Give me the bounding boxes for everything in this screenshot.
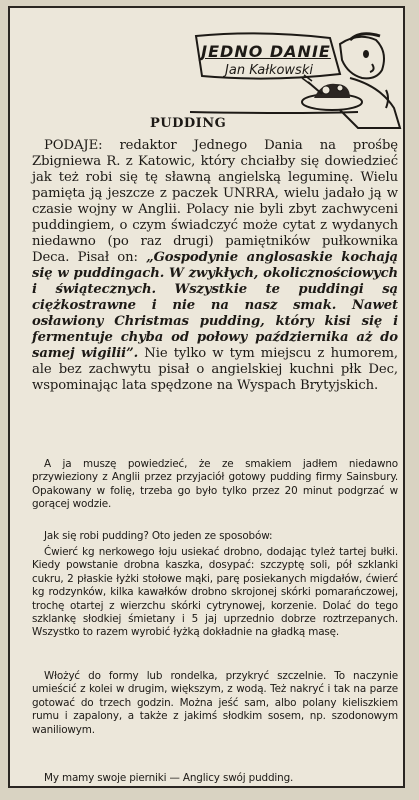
closing-paragraph: My mamy swoje pierniki — Anglicy swój pudding. xyxy=(44,772,294,784)
lead-paragraph xyxy=(32,138,398,394)
lead-quote: „Gospodynie anglosaskie kochają się w puddingach. W zwykłych, okolicznościowych i świątecznych. Wszystkie te puddingi są ciężkostrawne i nie na nasz smak. Nawet osławiony Christmas pudding, który kisi się i fermentuje chyba od połowy października aż do samej wigilii”. xyxy=(32,250,398,361)
recipe-paragraph: Ćwierć kg nerkowego łoju usiekać drobno, dodając tyleż tartej bułki. Kiedy powstanie drobna kaszka, dosypać: szczyptę soli, pół szklanki cukru, 2 płaskie łyżki stołowe mąki, parę posiekanych migdałów, ćwierć kg rodzynków, kilka kawałków drobno skrojonej skórki pomarańczowej, trochę otartej z wierzchu skórki cytrynowej, korzenie. Dolać do tego szklankę słodkiej śmietany i 5 jaj uprzednio dobrze roztrzepanych. Wszystko to razem wyrobić łyżką dokładnie na gładką masę. xyxy=(32,546,398,639)
article-title: PUDDING xyxy=(150,116,227,131)
column-author: Jan Kałkowski xyxy=(225,63,313,78)
paragraph-2: A ja muszę powiedzieć, że ze smakiem jadłem niedawno przywieziony z Anglii przez przyjaciół gotowy pudding firmy Sainsbury. Opakowany w folię, trzeba go było tylko przez 20 minut podgrzać w gorącej wodzie. xyxy=(32,458,398,511)
paragraph-3: Jak się robi pudding? Oto jeden ze sposobów: xyxy=(44,530,273,542)
lead-text-2: Nie tylko w tym miejscu z humorem, ale bez zachwytu pisał o angielskiej kuchni płk Dec, wspominając lata spędzone na Wyspach Brytyjskich. xyxy=(32,346,398,393)
newspaper-clipping xyxy=(8,6,405,788)
column-name: JEDNO DANIE xyxy=(201,42,331,61)
lead-text-1: PODAJE: redaktor Jednego Dania na prośbę Zbigniewa R. z Katowic, który chciałby się dowiedzieć jak też robi się tę sławną angielską leguminę. Wielu pamięta ją jeszcze z paczek UNRRA, wielu jadało ją w czasie wojny w Anglii. Polacy nie byli zbyt zachwyceni puddingiem, o czym świadczyć może cytat z wydanych niedawno (po raz drugi) pamiętników pułkownika Deca. Pisał on: xyxy=(32,138,398,265)
cooking-paragraph: Włożyć do formy lub rondelka, przykryć szczelnie. To naczynie umieścić z kolei w drugim, większym, z wodą. Też nakryć i tak na parze gotować do trzech godzin. Można jeść sam, albo polany kieliszkiem rumu i zapalony, a także z jakimś słodkim sosem, np. szodonowym waniliowym. xyxy=(32,670,398,736)
